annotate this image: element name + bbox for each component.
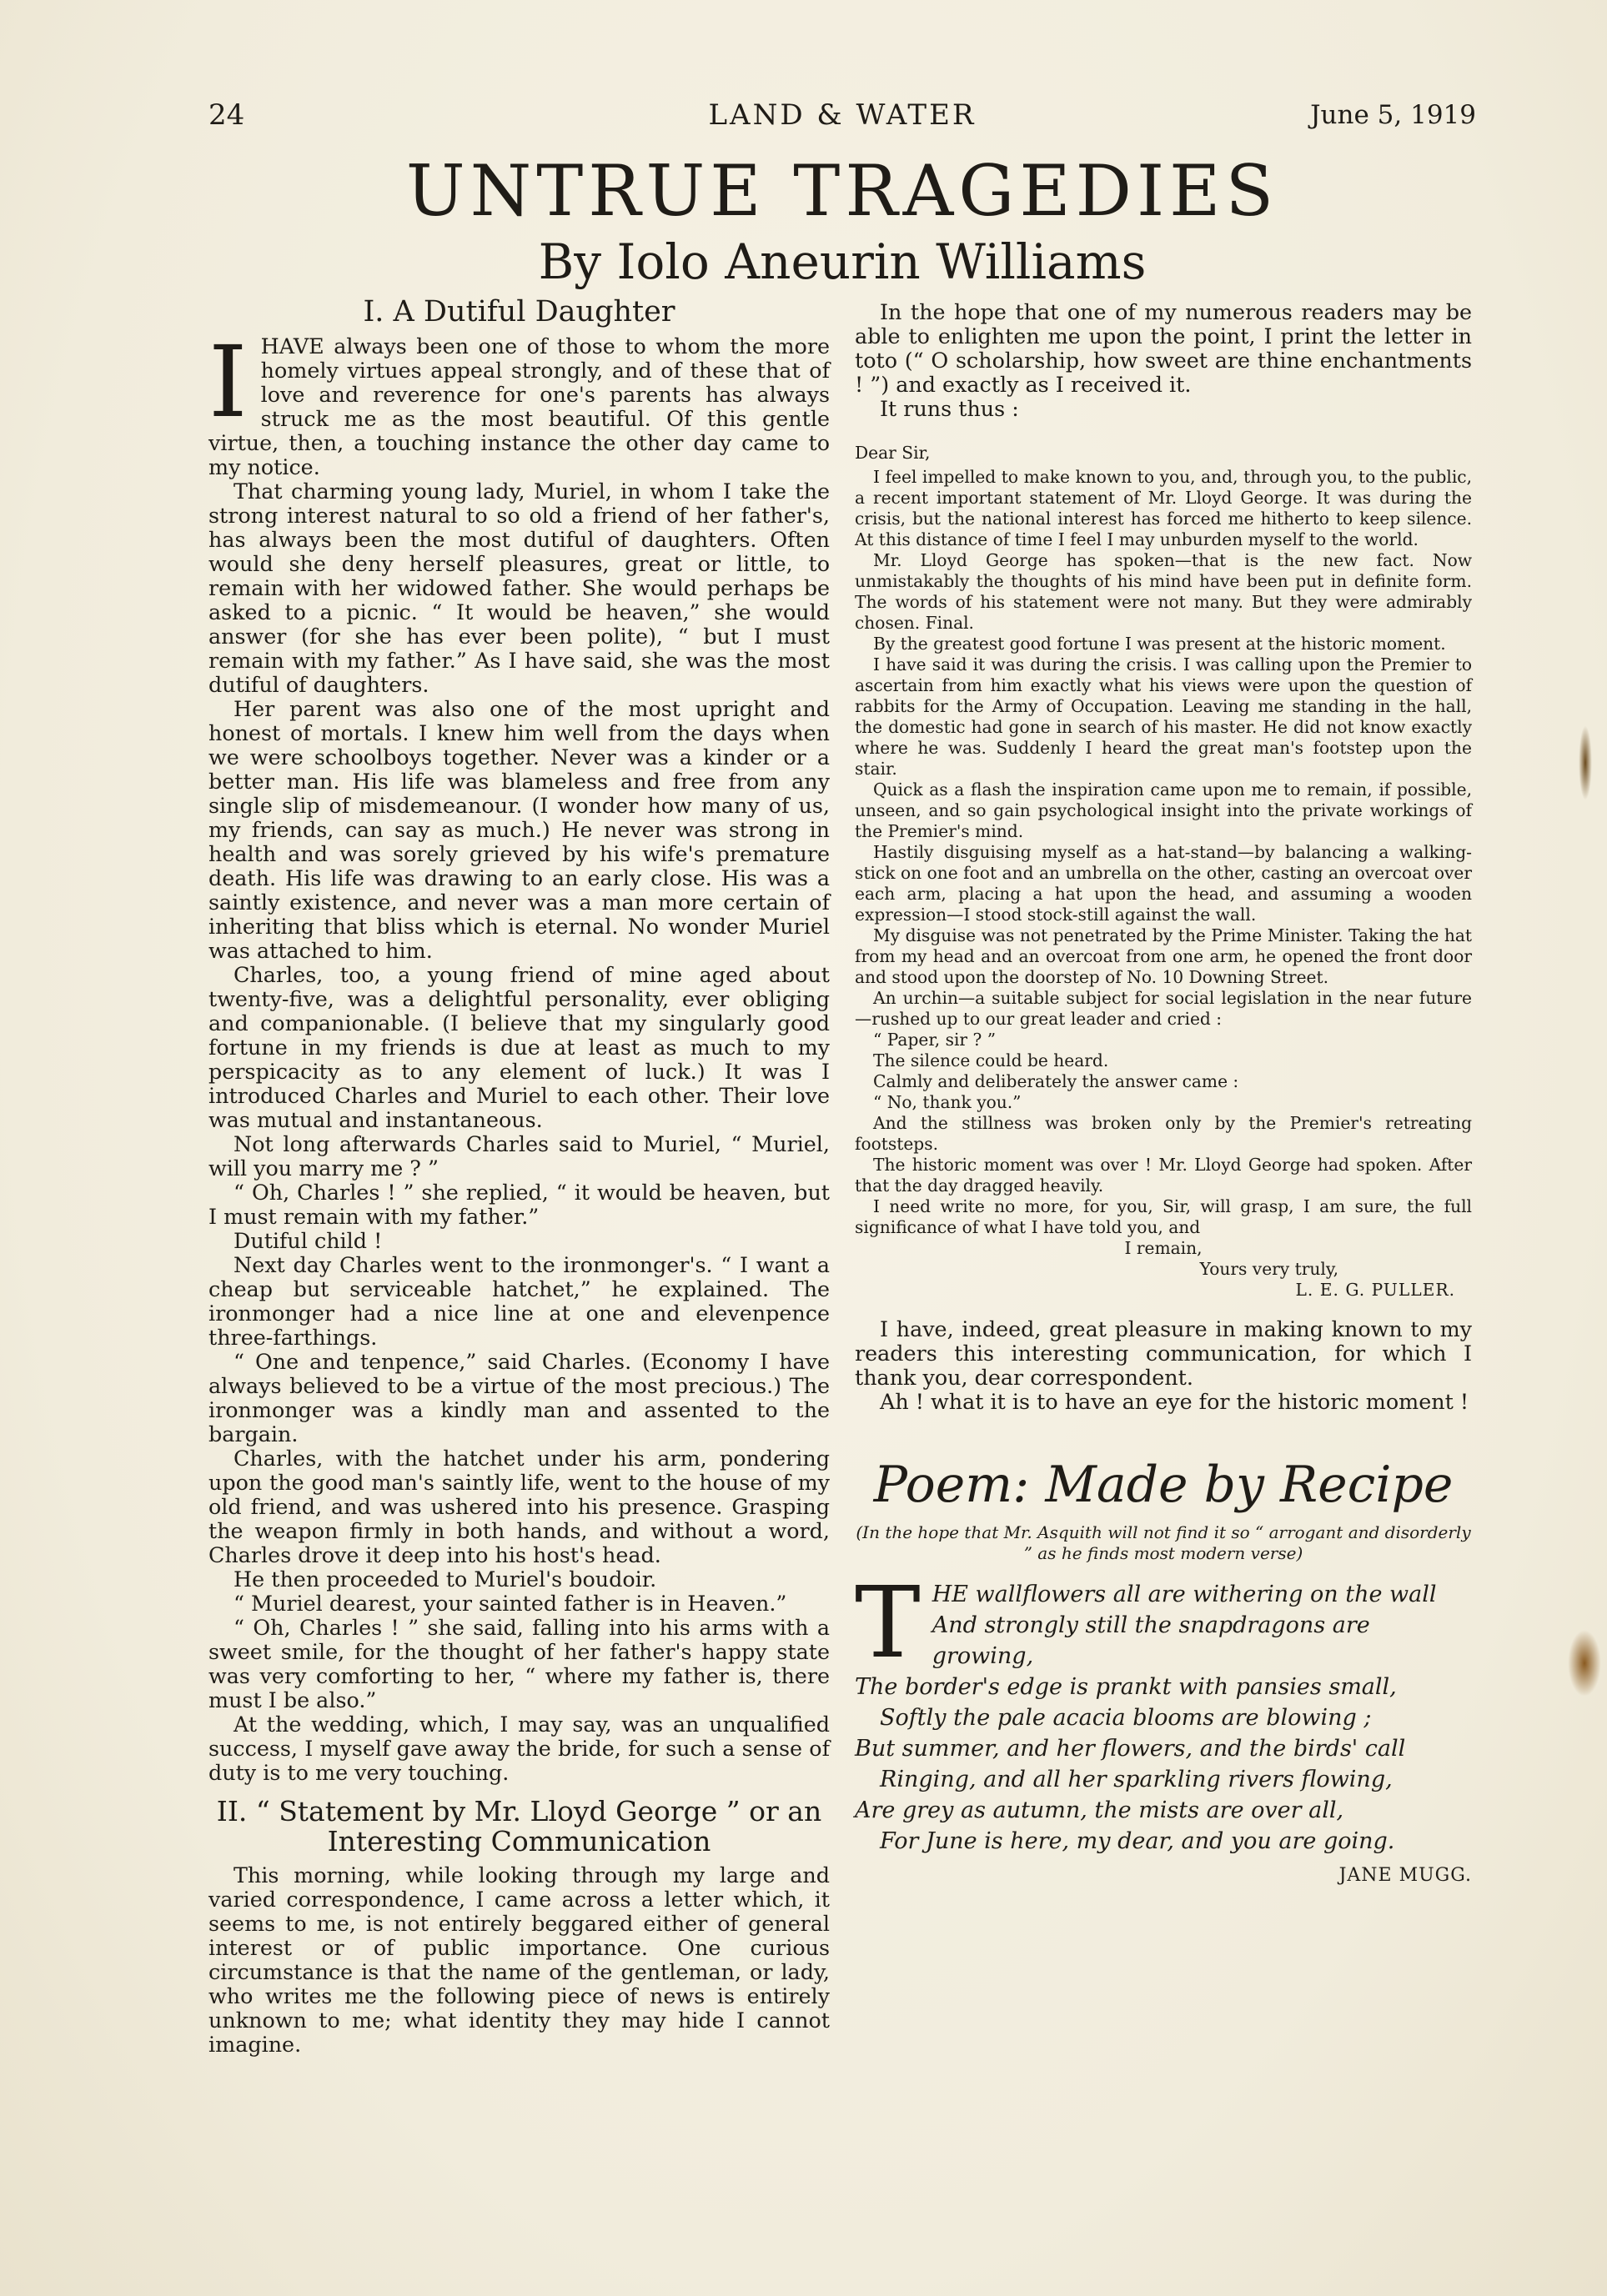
drop-cap: I	[208, 324, 248, 439]
magazine-name: LAND & WATER	[708, 98, 977, 132]
letter-paragraph: “ No, thank you.”	[873, 1092, 1022, 1112]
poem-line: Ringing, and all her sparkling rivers flowing,	[880, 1767, 1393, 1792]
paragraph: He then proceeded to Muriel's boudoir.	[234, 1567, 657, 1592]
paragraph: At the wedding, which, I may say, was an unqualified success, I myself gave away the bride, for such a sense of duty is to me very touching.	[208, 1712, 830, 1785]
letter-signature: L. E. G. PULLER.	[1295, 1280, 1455, 1300]
paragraph: Her parent was also one of the most upright and honest of mortals. I knew him well from the days when we were schoolboys together. Never was a kinder or a better man. His life was blameless and free from any single slip of misdemeanour. (I wonder how many of us, my friends, can say as much.) He never was strong in health and was sorely grieved by his wife's premature death. His life was drawing to an early close. His was a saintly existence, and never was a man more certain of inheriting that bliss which is eternal. No wonder Muriel was attached to him.	[208, 696, 830, 963]
paragraph: IHAVE always been one of those to whom the more homely virtues appeal strongly, and of these that of love and reverence for one's parents has always struck me as the most beautiful. Of this gentle virtue, then, a touching instance the other day came to my notice.	[208, 324, 830, 479]
paper-stain	[1568, 1630, 1601, 1697]
article-byline: By Iolo Aneurin Williams	[538, 233, 1147, 290]
poem-line: For June is here, my dear, and you are going.	[880, 1828, 1395, 1854]
drop-cap: T	[855, 1565, 921, 1680]
letter-paragraph: The historic moment was over ! Mr. Lloyd George had spoken. After that the day dragged heavily.	[855, 1155, 1472, 1196]
section-1-heading: I. A Dutiful Daughter	[363, 295, 675, 328]
issue-date: June 5, 1919	[1310, 100, 1476, 130]
poem-note: (In the hope that Mr. Asquith will not find it so “ arrogant and disorderly ” as he finds most modern verse)	[856, 1522, 1471, 1563]
paragraph: Charles, with the hatchet under his arm, pondering upon the good man's saintly life, went to the house of my old friend, and was ushered into his presence. Grasping the weapon firmly in both hands, and without a word, Charles drove it deep into his host's head.	[208, 1446, 830, 1567]
page-number: 24	[208, 98, 245, 132]
letter-closing: I remain,	[1124, 1238, 1203, 1258]
paragraph: “ Oh, Charles ! ” she replied, “ it would be heaven, but I must remain with my father.”	[208, 1180, 830, 1229]
poem	[855, 1565, 1472, 1891]
letter-closing: Yours very truly,	[1199, 1259, 1338, 1279]
page-header	[208, 98, 1476, 148]
right-column	[855, 300, 1472, 1891]
poem-line: Are grey as autumn, the mists are over all,	[855, 1797, 1344, 1823]
letter-paragraph: I feel impelled to make known to you, and, through you, to the public, a recent important statement of Mr. Lloyd George. It was during the crisis, but the national interest has forced me hitherto to keep silence. At this distance of time I feel I may unburden myself to the world.	[855, 467, 1472, 549]
letter-paragraph: Calmly and deliberately the answer came :	[873, 1071, 1239, 1091]
paragraph: Ah ! what it is to have an eye for the historic moment !	[880, 1389, 1469, 1414]
poem-line: Softly the pale acacia blooms are blowing ;	[880, 1705, 1372, 1731]
paragraph: Charles, too, a young friend of mine aged about twenty-five, was a delightful personality, ever obliging and companionable. (I believe that my singularly good fortune in my friends is due at least as much to my perspicacity as to any element of luck.) It was I introduced Charles and Muriel to each other. Their love was mutual and instantaneous.	[208, 962, 830, 1132]
poem-line: The border's edge is prankt with pansies small,	[855, 1674, 1397, 1700]
paragraph: “ Muriel dearest, your sainted father is in Heaven.”	[234, 1591, 787, 1616]
letter-paragraph: “ Paper, sir ? ”	[873, 1030, 997, 1050]
poem-line: And strongly still the snapdragons are growing,	[932, 1612, 1370, 1669]
letter-paragraph: I have said it was during the crisis. I was calling upon the Premier to ascertain from him exactly what his views were upon the question of rabbits for the Army of Occupation. Leaving me standing in the hall, the domestic had gone in search of his master. He did not know exactly where he was. Suddenly I heard the great man's footstep upon the stair.	[855, 654, 1472, 779]
poem-author: JANE MUGG.	[1338, 1865, 1472, 1886]
paragraph: In the hope that one of my numerous readers may be able to enlighten me upon the point, I print the letter in toto (“ O scholarship, how sweet are thine enchantments ! ”) and exactly as I received it.	[855, 299, 1472, 397]
letter-paragraph: And the stillness was broken only by the Premier's retreating footsteps.	[855, 1113, 1472, 1154]
letter-paragraph: An urchin—a suitable subject for social legislation in the near future—rushed up to our great leader and cried :	[855, 988, 1472, 1029]
letter-paragraph: By the greatest good fortune I was present at the historic moment.	[873, 634, 1446, 654]
paragraph: It runs thus :	[880, 396, 1019, 421]
paragraph: Not long afterwards Charles said to Muriel, “ Muriel, will you marry me ? ”	[208, 1131, 830, 1181]
letter-paragraph: Hastily disguising myself as a hat-stand—by balancing a walking-stick on one foot and an umbrella on the other, casting an overcoat over each arm, placing a hat upon the head, and assuming a wooden expression—I stood stock-still against the wall.	[855, 842, 1472, 925]
poem-line: But summer, and her flowers, and the birds' call	[855, 1736, 1406, 1762]
left-column	[208, 296, 830, 2057]
paragraph: Next day Charles went to the ironmonger's. “ I want a cheap but serviceable hatchet,” he explained. The ironmonger had a nice line at one and elevenpence three-farthings.	[208, 1252, 830, 1350]
letter-salutation: Dear Sir,	[855, 443, 931, 463]
letter-paragraph: I need write no more, for you, Sir, will grasp, I am sure, the full significance of what I have told you, and	[855, 1196, 1472, 1237]
letter-paragraph: Quick as a flash the inspiration came upon me to remain, if possible, unseen, and so gain psychological insight into the private workings of the Premier's mind.	[855, 780, 1472, 841]
paper-stain	[1579, 725, 1592, 800]
letter-paragraph: My disguise was not penetrated by the Prime Minister. Taking the hat from my head and an overcoat from one arm, he opened the front door and stood upon the doorstep of No. 10 Downing Street.	[855, 925, 1472, 987]
paragraph: This morning, while looking through my large and varied correspondence, I came across a letter which, it seems to me, is not entirely beggared either of general interest or of public importance. One curious circumstance is that the name of the gentleman, or lady, who writes me the following piece of news is entirely unknown to me; what identity they may hide I cannot imagine.	[208, 1862, 830, 2057]
letter-paragraph: The silence could be heard.	[873, 1050, 1109, 1070]
poem-line: HE wallflowers all are withering on the wall	[932, 1582, 1437, 1607]
paragraph: I have, indeed, great pleasure in making known to my readers this interesting communication, for which I thank you, dear correspondent.	[855, 1316, 1472, 1390]
paragraph: “ One and tenpence,” said Charles. (Economy I have always believed to be a virtue of the most precious.) The ironmonger was a kindly man and assented to the bargain.	[208, 1349, 830, 1446]
after-letter	[855, 1317, 1472, 1414]
paragraph: Dutiful child !	[234, 1228, 383, 1253]
section-2-heading: II. “ Statement by Mr. Lloyd George ” or an Interesting Communication	[216, 1795, 822, 1857]
letter	[855, 443, 1472, 1301]
paragraph: “ Oh, Charles ! ” she said, falling into his arms with a sweet smile, for the thought of her father's happy state was very comforting to her, “ where my father is, there must I be also.”	[208, 1615, 830, 1712]
article-title: UNTRUE TRAGEDIES	[405, 150, 1279, 232]
paragraph: That charming young lady, Muriel, in whom I take the strong interest natural to so old a friend of her father's, has always been the most dutiful of daughters. Often would she deny herself pleasures, great or little, to remain with her widowed father. She would perhaps be asked to a picnic. “ It would be heaven,” she would answer (for she has ever been polite), “ but I must remain with my father.” As I have said, she was the most dutiful of daughters.	[208, 479, 830, 697]
letter-paragraph: Mr. Lloyd George has spoken—that is the new fact. Now unmistakably the thoughts of his mind have been put in definite form. The words of his statement were not many. But they were admirably chosen. Final.	[855, 550, 1472, 633]
poem-title: Poem: Made by Recipe	[873, 1456, 1454, 1514]
